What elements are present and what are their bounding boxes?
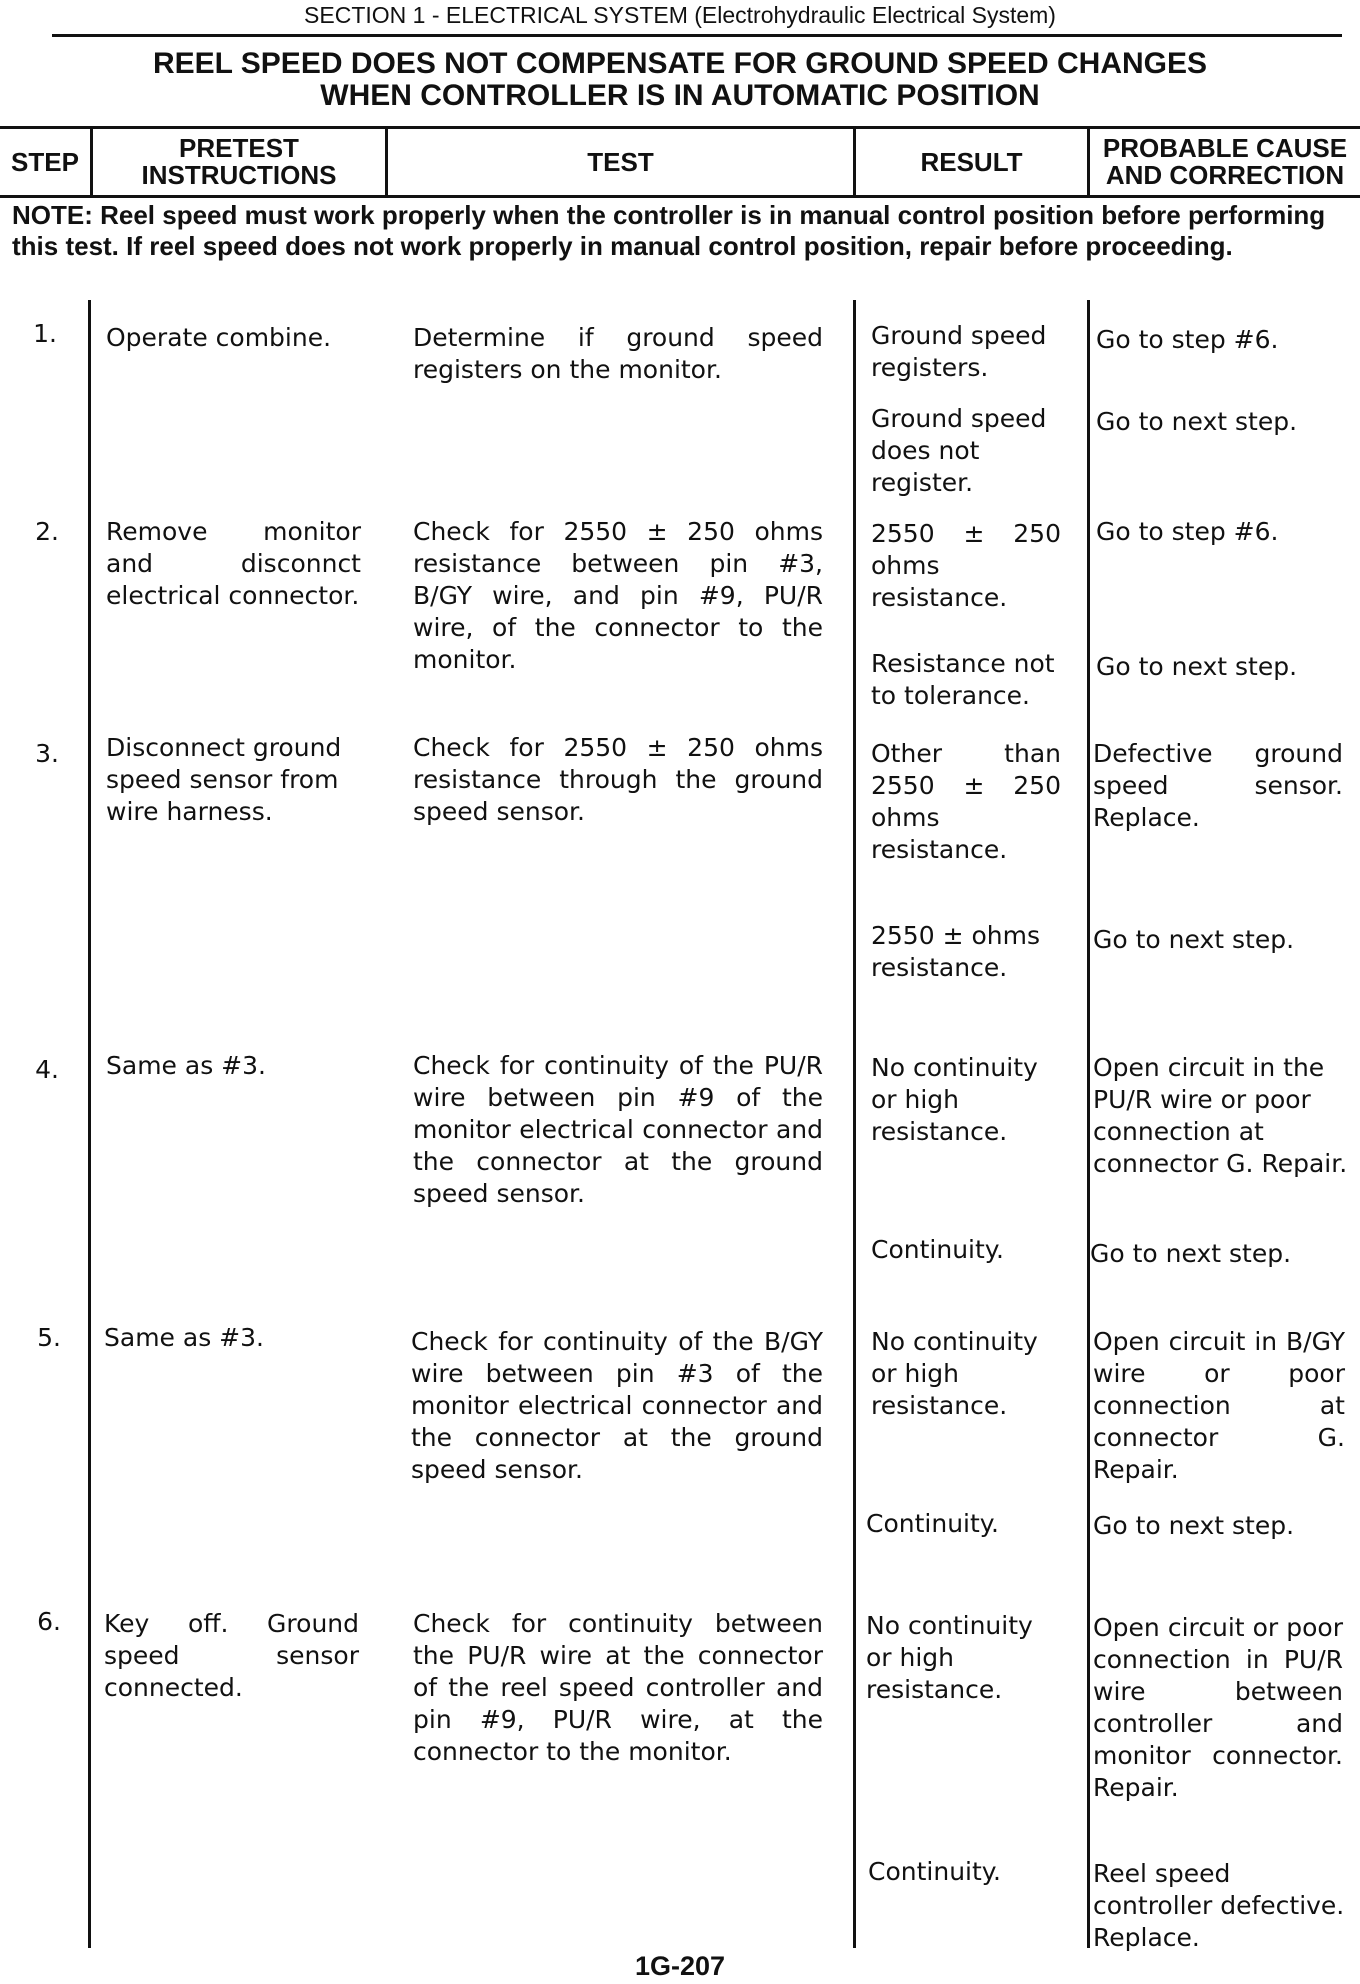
note-text: NOTE: Reel speed must work properly when the controller is in manual control position before performing this test. If reel speed does not work properly in manual control position, repair before proceeding. — [12, 200, 1326, 261]
test-instruction: Check for continuity between the PU/R wire at the connector of the reel speed controller and pin #9, PU/R wire, at the connector to the monitor. — [413, 1609, 823, 1766]
column-header-cause-line-1: PROBABLE CAUSE — [1102, 133, 1348, 163]
page-title — [0, 48, 1360, 112]
result-text: 2550 ± ohms resistance. — [871, 921, 1040, 982]
cause-text: Defective ground speed sensor. Replace. — [1093, 739, 1343, 832]
column-divider — [853, 300, 856, 1948]
column-divider — [1087, 300, 1090, 1948]
pretest-instruction: Same as #3. — [104, 1323, 264, 1352]
result-text: Ground speed does not register. — [871, 404, 1047, 497]
result-text: Continuity. — [868, 1857, 1001, 1886]
column-header-pretest-line-1: PRETEST — [179, 133, 299, 163]
result-text: Resistance not to tolerance. — [871, 649, 1055, 710]
column-header-result: RESULT — [920, 146, 1023, 177]
result-text: No continuity or high resistance. — [871, 1327, 1038, 1420]
cause-text: Go to next step. — [1096, 652, 1298, 681]
cause-text: Open circuit or poor connection in PU/R wire between controller and monitor connector. Repair. — [1093, 1613, 1343, 1802]
result-text: 2550 ± 250 ohms resistance. — [871, 519, 1061, 612]
header-rule-bottom — [0, 195, 1360, 198]
step-number: 4. — [35, 1055, 59, 1084]
title-line-2: WHEN CONTROLLER IS IN AUTOMATIC POSITION — [320, 79, 1040, 112]
pretest-instruction: Disconnect ground speed sensor from wire harness. — [106, 733, 342, 826]
cause-text: Go to next step. — [1090, 1239, 1292, 1268]
test-instruction: Check for continuity of the PU/R wire between pin #9 of the monitor electrical connector and the connector at the ground speed sensor. — [413, 1051, 823, 1208]
step-number: 1. — [33, 319, 57, 348]
column-divider — [88, 300, 91, 1948]
result-text: Ground speed registers. — [871, 321, 1047, 382]
step-number: 6. — [37, 1607, 61, 1636]
title-line-1: REEL SPEED DOES NOT COMPENSATE FOR GROUND SPEED CHANGES — [152, 47, 1208, 80]
step-number: 5. — [37, 1323, 61, 1352]
cause-text: Go to step #6. — [1096, 517, 1279, 546]
cause-text: Go to step #6. — [1096, 325, 1279, 354]
column-header-cause — [1090, 129, 1360, 195]
cause-text: Reel speed controller defective. Replace. — [1093, 1859, 1345, 1952]
section-header: SECTION 1 - ELECTRICAL SYSTEM (Electrohydraulic Electrical System) — [304, 2, 1056, 28]
top-rule — [52, 34, 1342, 37]
pretest-instruction: Remove monitor and disconnct electrical connector. — [106, 517, 361, 610]
cause-text: Go to next step. — [1093, 1511, 1295, 1540]
pretest-instruction: Same as #3. — [106, 1051, 266, 1080]
cause-text: Open circuit in B/GY wire or poor connection at connector G. Repair. — [1093, 1327, 1345, 1484]
column-header-cause-line-2: AND CORRECTION — [1105, 160, 1345, 190]
result-text: No continuity or high resistance. — [866, 1611, 1033, 1704]
page-number: 1G-207 — [634, 1951, 726, 1981]
cause-text: Go to next step. — [1093, 925, 1295, 954]
pretest-instruction: Key off. Ground speed sensor connected. — [104, 1609, 359, 1702]
column-header-pretest — [93, 129, 385, 195]
pretest-instruction: Operate combine. — [106, 323, 332, 352]
result-text: Continuity. — [871, 1235, 1004, 1264]
result-text: Continuity. — [866, 1509, 999, 1538]
step-number: 3. — [35, 739, 59, 768]
cause-text: Open circuit in the PU/R wire or poor connection at connector G. Repair. — [1093, 1053, 1348, 1178]
test-instruction: Check for 2550 ± 250 ohms resistance through the ground speed sensor. — [413, 733, 823, 826]
column-header-test: TEST — [587, 146, 654, 177]
column-header-pretest-line-2: INSTRUCTIONS — [141, 160, 337, 190]
test-instruction: Determine if ground speed registers on the monitor. — [413, 323, 823, 384]
step-number: 2. — [35, 517, 59, 546]
test-instruction: Check for 2550 ± 250 ohms resistance between pin #3, B/GY wire, and pin #9, PU/R wire, of the connector to the monitor. — [413, 517, 823, 674]
result-text: Other than 2550 ± 250 ohms resistance. — [871, 739, 1061, 864]
column-header-step: STEP — [11, 146, 79, 177]
cause-text: Go to next step. — [1096, 407, 1298, 436]
test-instruction: Check for continuity of the B/GY wire between pin #3 of the monitor electrical connector and the connector at the ground speed sensor. — [411, 1327, 823, 1484]
result-text: No continuity or high resistance. — [871, 1053, 1038, 1146]
